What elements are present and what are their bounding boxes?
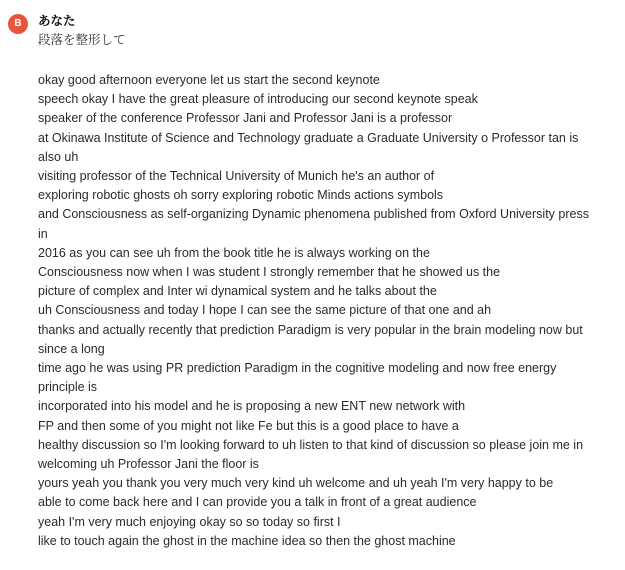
message-line: picture of complex and Inter wi dynamical system and he talks about the — [38, 284, 437, 299]
message-line: and Consciousness as self-organizing Dynamic phenomena published from Oxford University press in — [38, 207, 589, 241]
message-line: okay good afternoon everyone let us start the second keynote — [38, 73, 380, 87]
message-line: speaker of the conference Professor Jani and Professor Jani is a professor — [38, 111, 453, 126]
message-line: thanks and actually recently that prediction Paradigm is very popular in the brain modeling now but since a long — [38, 322, 583, 356]
message-line: at Okinawa Institute of Science and Technology graduate a Graduate University o Professor tan is also uh — [38, 130, 579, 164]
message-body — [38, 71, 593, 551]
message-line: speech okay I have the great pleasure of introducing our second keynote speak — [38, 92, 478, 107]
message-line: incorporated into his model and he is proposing a new ENT new network with — [38, 399, 466, 414]
message-line: yours yeah you thank you very much very kind uh welcome and uh yeah I'm very happy to be — [38, 476, 554, 491]
user-avatar: B — [8, 14, 28, 34]
message-line: like to touch again the ghost in the machine idea so then the ghost machine — [38, 533, 456, 548]
message-line: uh Consciousness and today I hope I can see the same picture of that one and ah — [38, 303, 492, 318]
author-name: あなた — [38, 14, 76, 28]
message-line: visiting professor of the Technical University of Munich he's an author of — [38, 169, 435, 184]
message-line: Consciousness now when I was student I strongly remember that he showed us the — [38, 265, 501, 280]
message-line: 2016 as you can see uh from the book title he is always working on the — [38, 245, 430, 260]
message-line: time ago he was using PR prediction Paradigm in the cognitive modeling and now free energy principle is — [38, 361, 557, 395]
message-instruction: 段落を整形して — [38, 33, 126, 47]
message-line: able to come back here and I can provide you a talk in front of a great audience — [38, 495, 477, 510]
message-line: welcoming uh Professor Jani the floor is — [38, 457, 259, 472]
message-line: healthy discussion so I'm looking forward to uh listen to that kind of discussion so please join me in — [38, 437, 584, 452]
message-line: exploring robotic ghosts oh sorry exploring robotic Minds actions symbols — [38, 188, 444, 203]
message-line: yeah I'm very much enjoying okay so so today so first I — [38, 514, 341, 529]
message-line: FP and then some of you might not like Fe but this is a good place to have a — [38, 418, 459, 433]
